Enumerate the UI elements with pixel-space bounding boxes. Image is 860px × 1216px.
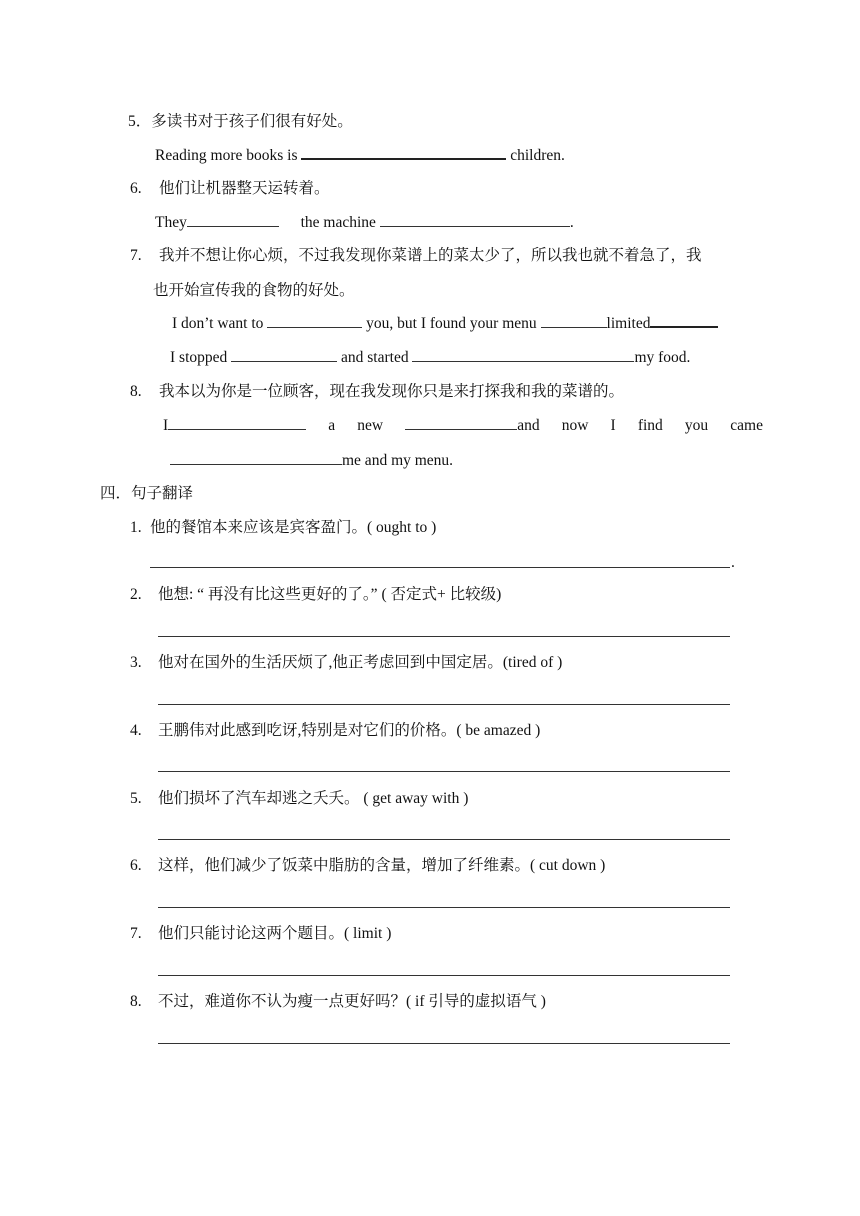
chinese-sentence: 我并不想让你心烦，不过我发现你菜谱上的菜太少了，所以我也就不着急了，我 [159,247,702,264]
item-5-english [155,145,565,167]
item-prompt: 王鹏伟对此感到吃讶,特别是对它们的价格。( be amazed ) [158,722,541,739]
item-number: 8. [130,993,142,1010]
item-number: 6. [130,180,142,197]
english-word: now [561,417,589,434]
answer-blank[interactable] [231,360,337,362]
answer-blank[interactable] [405,428,517,430]
chinese-sentence: 他们让机器整天运转着。 [159,180,330,197]
item-8-chinese [130,381,624,403]
translation-item-4 [130,720,540,742]
item-number: 4. [130,722,142,739]
answer-line[interactable] [158,636,730,637]
item-6-chinese [130,178,330,200]
english-text: children. [510,147,565,164]
answer-line[interactable] [158,907,730,908]
answer-blank[interactable] [412,360,634,362]
item-6-english [155,212,574,234]
item-number: 3. [130,654,142,671]
answer-line[interactable] [158,704,730,705]
english-text: I don’t want to [172,315,264,332]
english-word: I [163,417,169,434]
item-7-chinese-line2 [153,280,355,302]
item-number: 5． [128,113,152,130]
section-heading: 四．句子翻译 [100,485,194,502]
item-7-english-line1 [172,313,718,335]
answer-line[interactable] [158,975,730,976]
english-text: I stopped [170,349,228,366]
item-prompt: 他对在国外的生活厌烦了,他正考虑回到中国定居。(tired of ) [158,654,563,671]
answer-blank[interactable] [170,463,342,465]
answer-blank[interactable] [267,326,362,328]
english-text: They [155,214,187,231]
chinese-sentence: 也开始宣传我的食物的好处。 [153,282,355,299]
answer-blank[interactable] [380,225,570,227]
answer-line-period: . [731,554,735,571]
translation-item-2 [130,584,501,606]
translation-item-1 [130,517,436,539]
english-text: and started [341,349,409,366]
english-word: a [328,417,336,434]
translation-item-8 [130,991,546,1013]
english-text: you, but I found your menu [366,315,537,332]
answer-blank[interactable] [187,225,279,227]
english-word: and [517,417,540,434]
translation-item-3 [130,652,562,674]
translation-item-6 [130,855,605,877]
item-number: 7. [130,925,142,942]
item-5-chinese [128,111,353,133]
item-number: 6. [130,857,142,874]
item-number: 1. [130,519,142,536]
item-prompt: 这样，他们减少了饭菜中脂肪的含量，增加了纤维素。( cut down ) [158,857,606,874]
english-text: the machine [300,214,376,231]
translation-item-7 [130,923,391,945]
english-word: new [357,417,384,434]
item-prompt: 他的餐馆本来应该是宾客盈门。( ought to ) [150,519,437,536]
item-prompt: 他们只能讨论这两个题目。( limit ) [158,925,392,942]
item-prompt: 他们损坏了汽车却逃之夭夭。 ( get away with ) [158,790,469,807]
english-text: my food. [634,349,691,366]
item-number: 2. [130,586,142,603]
item-7-chinese-line1 [130,245,702,267]
answer-line[interactable] [150,567,730,568]
item-7-english-line2 [170,347,690,369]
item-number: 8. [130,383,142,400]
answer-blank[interactable] [541,326,607,328]
answer-line[interactable] [158,839,730,840]
chinese-sentence: 多读书对于孩子们很有好处。 [151,113,353,130]
english-word: you [684,417,709,434]
item-prompt: 他想: “ 再没有比这些更好的了。” ( 否定式+ 比较级) [158,586,502,603]
answer-blank[interactable] [168,428,306,430]
item-8-english-line1 [163,415,763,437]
item-prompt: 不过，难道你不认为瘦一点更好吗？( if 引导的虚拟语气 ) [158,993,546,1010]
english-word: I [610,417,616,434]
english-text: me and my menu. [342,452,454,469]
item-number: 5. [130,790,142,807]
item-8-english-line2 [170,450,453,472]
english-text: . [569,214,574,231]
english-word: find [637,417,663,434]
english-text: limited [606,315,651,332]
english-text: Reading more books is [155,147,298,164]
item-number: 7. [130,247,142,264]
answer-line[interactable] [158,1043,730,1044]
answer-blank[interactable] [650,325,718,328]
chinese-sentence: 我本以为你是一位顾客，现在我发现你只是来打探我和我的菜谱的。 [159,383,625,400]
answer-blank[interactable] [301,157,506,160]
translation-item-5 [130,788,468,810]
english-word: came [730,417,763,434]
answer-line[interactable] [158,771,730,772]
